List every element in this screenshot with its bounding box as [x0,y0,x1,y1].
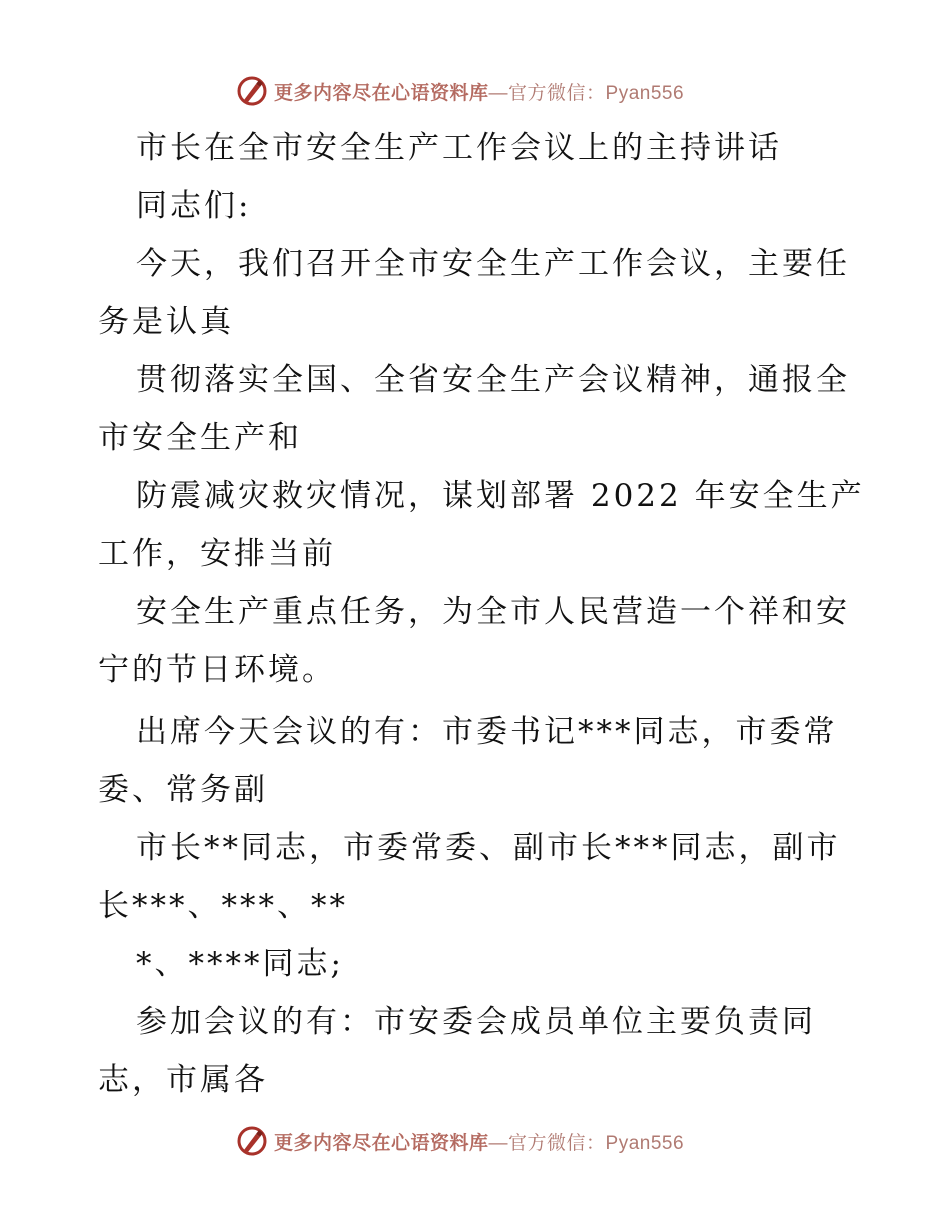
document-title: 市长在全市安全生产工作会议上的主持讲话 [136,130,782,166]
watermark-brand: 更多内容尽在心语资料库 [274,82,489,104]
paragraph-line: 市长**同志，市委常委、副市长***同志，副市 [136,830,841,866]
paragraph-line: 务是认真 [98,304,234,340]
pen-circle-logo-icon [236,1125,268,1157]
footer-watermark [236,1124,684,1158]
paragraph-line: 防震减灾救灾情况，谋划部署 2022 年安全生产 [136,478,865,514]
paragraph-line: 宁的节日环境。 [98,652,336,688]
paragraph-line: 出席今天会议的有：市委书记***同志，市委常 [136,714,838,750]
paragraph-line: 工作，安排当前 [98,536,336,572]
paragraph-line: 参加会议的有：市安委会成员单位主要负责同 [136,1004,816,1040]
paragraph-line: 志，市属各 [98,1062,268,1098]
watermark-dash: — [488,1132,509,1154]
watermark-text [274,1128,684,1155]
paragraph-line: 今天，我们召开全市安全生产工作会议，主要任 [136,246,850,282]
salutation: 同志们: [136,188,252,224]
watermark-contact: 官方微信：Pyan556 [508,82,685,104]
paragraph-line: 贯彻落实全国、全省安全生产会议精神，通报全 [136,362,850,398]
watermark-brand: 更多内容尽在心语资料库 [274,1132,489,1154]
paragraph-line: 安全生产重点任务，为全市人民营造一个祥和安 [136,594,850,630]
paragraph-line: *、****同志; [136,946,344,982]
paragraph-line: 委、常务副 [98,772,268,808]
watermark-dash: — [488,82,509,104]
paragraph-line: 长***、***、** [98,888,348,924]
watermark-contact: 官方微信：Pyan556 [508,1132,685,1154]
paragraph-line: 市安全生产和 [98,420,302,456]
